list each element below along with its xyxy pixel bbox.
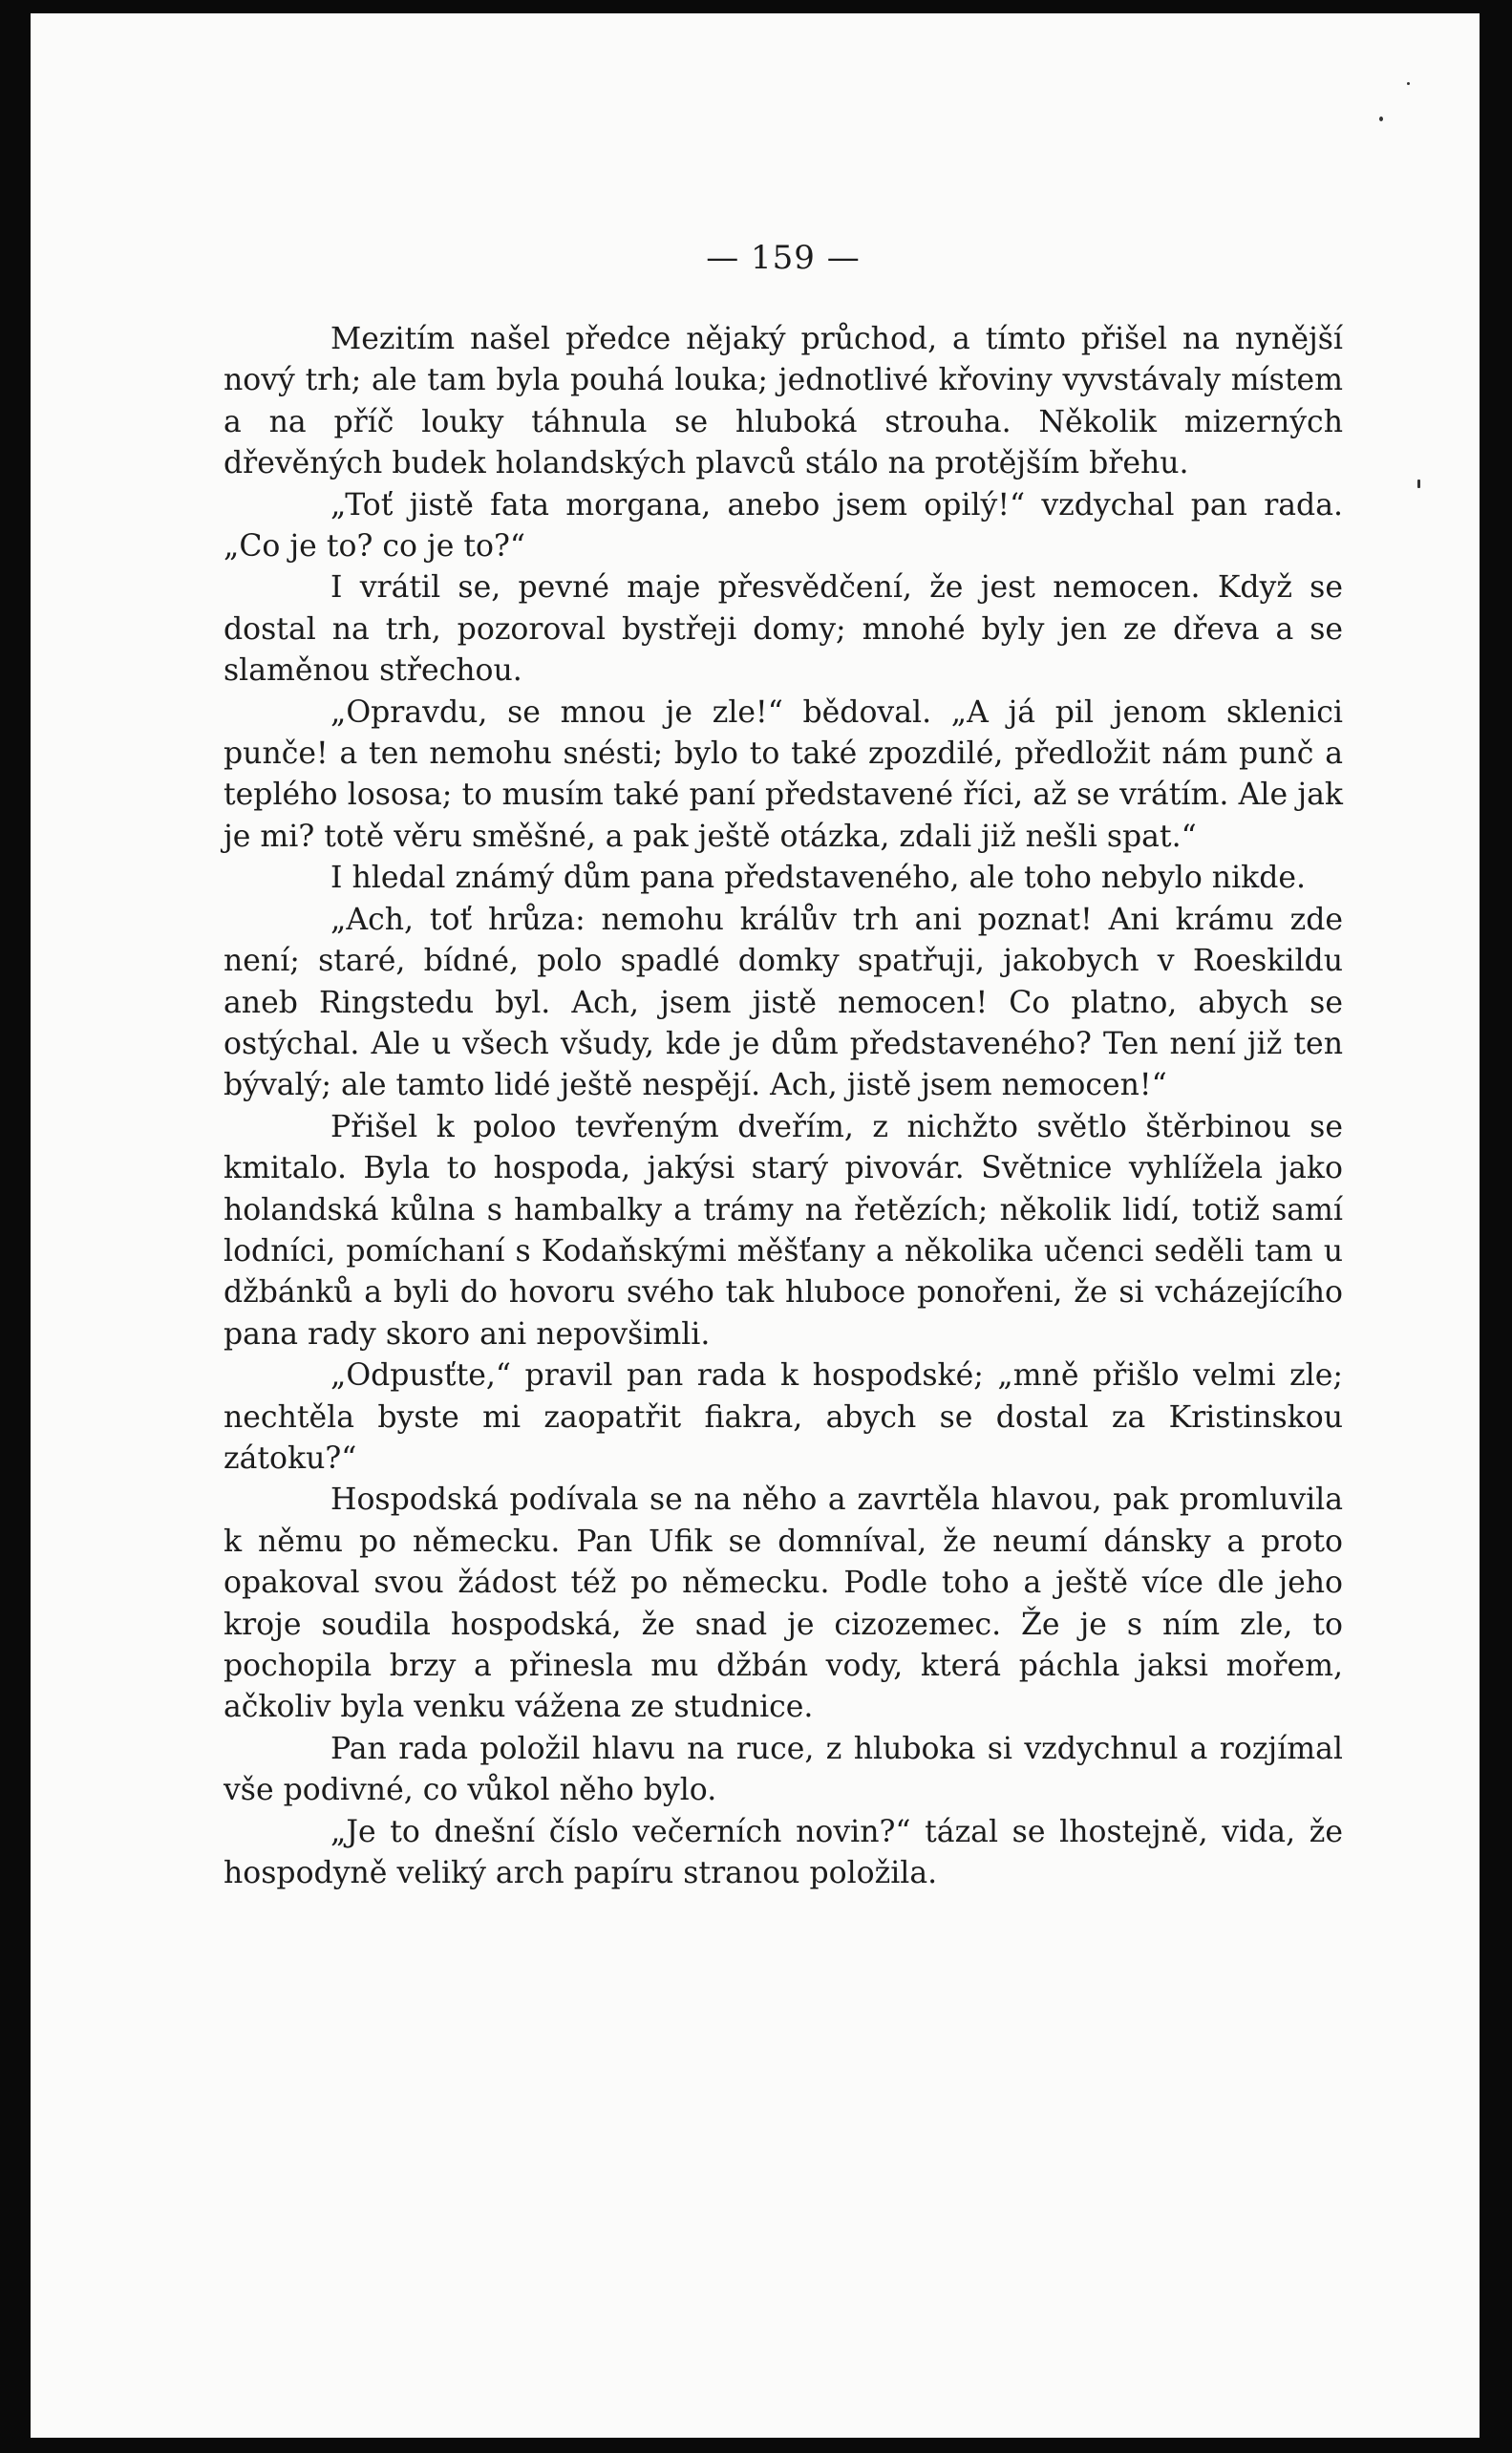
paragraph: „Ach, toť hrůza: nemohu králův trh ani poznat! Ani krámu zde není; staré, bídné, polo spadlé domky spatřuji, jakobych v Roeskildu aneb Ringstedu byl. Ach, jsem jistě nemocen! Co platno, abych se ostýchal. Ale u všech všudy, kde je dům představeného? Ten není již ten bývalý; ale tamto lidé ještě nespějí. Ach, jistě jsem nemocen!“	[224, 902, 1343, 1103]
paragraph: „Toť jistě fata morgana, anebo jsem opilý!“ vzdychal pan rada. „Co je to? co je to?“	[224, 487, 1343, 565]
paragraph: Přišel k poloo tevřeným dveřím, z nichžto světlo štěrbinou se kmitalo. Byla to hospoda, jakýsi starý pivovár. Světnice vyhlížela jako holandská kůlna s hambalky a trámy na řetězích; několik lidí, totiž samí lodníci, pomíchaní s Kodaňskými měšťany a několika učenci seděli tam u džbánků a byli do hovoru svého tak hluboce ponořeni, že si vcházejícího pana rady skoro ani nepovšimli.	[224, 1109, 1343, 1352]
book-page	[224, 237, 1343, 1894]
paragraph: Hospodská podívala se na něho a zavrtěla hlavou, pak promluvila k němu po německu. Pan Ufik se domníval, že neumí dánsky a proto opakoval svou žádost též po německu. Podle toho a ještě více dle jeho kroje soudila hospodská, že snad je cizozemec. Že je s ním zle, to pochopila brzy a přinesla mu džbán vody, která páchla jaksi mořem, ačkoliv byla venku vážena ze studnice.	[224, 1482, 1343, 1725]
paragraph: Mezitím našel předce nějaký průchod, a tímto přišel na nynější nový trh; ale tam byla pouhá louka; jednotlivé křoviny vyvstávaly místem a na příč louky táhnula se hluboká strouha. Několik mizerných dřevěných budek holandských plavců stálo na protějším břehu.	[224, 322, 1343, 481]
paragraph: „Opravdu, se mnou je zle!“ bědoval. „A já pil jenom sklenici punče! a ten nemohu snésti; bylo to také zpozdilé, předložit nám punč a teplého lososa; to musím také paní představené říci, až se vrátím. Ale jak je mi? totě věru směšné, a pak ještě otázka, zdali již nešli spat.“	[224, 694, 1343, 854]
paragraph: I hledal známý dům pana představeného, ale toho nebylo nikde.	[330, 861, 1307, 896]
paragraph: Pan rada položil hlavu na ruce, z hluboka si vzdychnul a rozjímal vše podivné, co vůkol něho bylo.	[224, 1731, 1343, 1808]
paragraph: I vrátil se, pevné maje přesvědčení, že jest nemocen. Když se dostal na trh, pozoroval bystřeji domy; mnohé byly jen ze dřeva a se slaměnou střechou.	[224, 570, 1343, 689]
paragraph: „Je to dnešní číslo večerních novin?“ tázal se lhostejně, vida, že hospodyně veliký arch papíru stranou položila.	[224, 1814, 1343, 1891]
ink-speck	[1379, 117, 1383, 121]
page-number: — 159 —	[706, 239, 861, 277]
ink-speck	[1407, 82, 1410, 85]
paragraph: „Odpusťte,“ pravil pan rada k hospodské; „mně přišlo velmi zle; nechtěla byste mi zaopatřit fiakra, abych se dostal za Kristinskou zátoku?“	[224, 1358, 1343, 1476]
ink-speck	[1417, 480, 1420, 488]
